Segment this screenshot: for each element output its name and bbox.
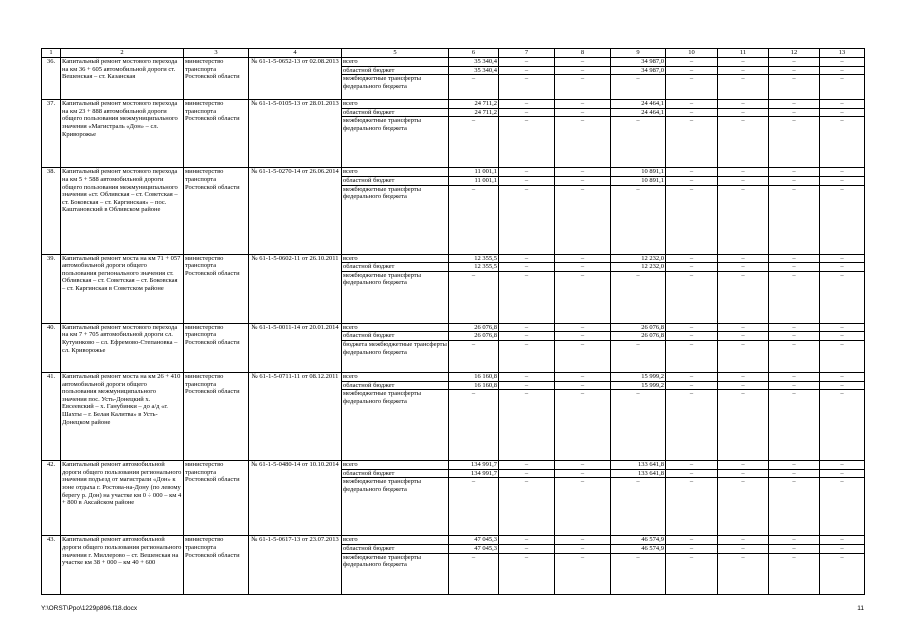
value-cell-8: –	[555, 553, 611, 594]
value-cell-12: –	[769, 58, 820, 67]
col-header-1: 1	[42, 49, 61, 58]
value-cell-9: 46 574,9	[611, 544, 666, 553]
value-cell-10: –	[666, 58, 718, 67]
value-cell-9: –	[611, 271, 666, 323]
value-cell-13: –	[820, 536, 865, 545]
value-cell-6: 47 045,3	[449, 536, 499, 545]
column-number-header-row	[42, 49, 865, 58]
expertise-doc: № 61-1-5-0617-13 от 23.07.2013	[249, 536, 342, 594]
value-cell-13: –	[820, 100, 865, 109]
value-cell-7: –	[499, 340, 555, 372]
value-cell-6: 35 340,4	[449, 58, 499, 67]
value-cell-10: –	[666, 271, 718, 323]
value-cell-9: –	[611, 553, 666, 594]
value-cell-8: –	[555, 478, 611, 536]
customer: министерство транспорта Ростовской области	[184, 100, 249, 168]
col-header-9: 9	[611, 49, 666, 58]
value-cell-11: –	[718, 271, 769, 323]
value-cell-9: 15 999,2	[611, 372, 666, 381]
value-cell-8: –	[555, 75, 611, 100]
value-cell-10: –	[666, 254, 718, 263]
value-cell-13: –	[820, 66, 865, 75]
funding-source: всего	[342, 536, 449, 545]
value-cell-9: 12 232,0	[611, 263, 666, 272]
value-cell-9: 15 999,2	[611, 381, 666, 390]
value-cell-12: –	[769, 544, 820, 553]
object-name: Капитальный ремонт моста на км 26 + 410 автомобильной дороги общего пользования межмуниципального значения пос. Усть-Донецкий х. Евсеевский – х. Ганубинки – до а/д «г. Шахты – г. Белая Калитва» в Усть-Донецком районе	[61, 372, 184, 460]
value-cell-9: 10 891,1	[611, 176, 666, 185]
col-header-8: 8	[555, 49, 611, 58]
value-cell-11: –	[718, 108, 769, 117]
funding-source: межбюджетные трансферты федерального бюджета	[342, 390, 449, 461]
value-cell-7: –	[499, 185, 555, 254]
value-cell-10: –	[666, 75, 718, 100]
value-cell-7: –	[499, 544, 555, 553]
customer: министерство транспорта Ростовской области	[184, 536, 249, 594]
col-header-10: 10	[666, 49, 718, 58]
value-cell-9: 12 232,0	[611, 254, 666, 263]
funding-source: межбюджетные трансферты федерального бюджета	[342, 271, 449, 323]
value-cell-12: –	[769, 478, 820, 536]
value-cell-9: –	[611, 117, 666, 168]
expertise-doc: № 61-1-5-0652-13 от 02.08.2013	[249, 58, 342, 100]
value-cell-11: –	[718, 75, 769, 100]
funding-source: межбюджетные трансферты федерального бюджета	[342, 478, 449, 536]
value-cell-10: –	[666, 168, 718, 177]
value-cell-6: 134 991,7	[449, 469, 499, 478]
funding-source: всего	[342, 461, 449, 470]
value-cell-11: –	[718, 185, 769, 254]
value-cell-8: –	[555, 390, 611, 461]
value-cell-11: –	[718, 553, 769, 594]
value-cell-7: –	[499, 372, 555, 381]
value-cell-6: 12 355,5	[449, 263, 499, 272]
value-cell-11: –	[718, 117, 769, 168]
value-cell-11: –	[718, 340, 769, 372]
value-cell-11: –	[718, 176, 769, 185]
col-header-13: 13	[820, 49, 865, 58]
value-cell-8: –	[555, 100, 611, 109]
value-cell-6: 26 076,8	[449, 332, 499, 341]
table-row	[42, 536, 865, 545]
value-cell-11: –	[718, 66, 769, 75]
value-cell-11: –	[718, 323, 769, 332]
object-name: Капитальный ремонт мостового перехода на км 36 + 605 автомобильной дороги ст. Вешенская – ст. Казанская	[61, 58, 184, 100]
expertise-doc: № 61-1-5-0270-14 от 26.06.2014	[249, 168, 342, 254]
funding-source: межбюджетные трансферты федерального бюджета	[342, 75, 449, 100]
value-cell-12: –	[769, 108, 820, 117]
funding-source: областной бюджет	[342, 544, 449, 553]
value-cell-10: –	[666, 461, 718, 470]
value-cell-6: 11 001,1	[449, 176, 499, 185]
object-name: Капитальный ремонт мостового перехода на км 7 + 705 автомобильной дороги сл. Кутуинково – сл. Ефремово-Степановка – сл. Криворожье	[61, 323, 184, 372]
value-cell-12: –	[769, 271, 820, 323]
table-row	[42, 58, 865, 67]
value-cell-11: –	[718, 100, 769, 109]
row-number: 36.	[42, 58, 61, 100]
customer: министерство транспорта Ростовской области	[184, 254, 249, 323]
col-header-5: 5	[342, 49, 449, 58]
value-cell-7: –	[499, 323, 555, 332]
customer: министерство транспорта Ростовской области	[184, 323, 249, 372]
value-cell-13: –	[820, 478, 865, 536]
value-cell-10: –	[666, 117, 718, 168]
value-cell-7: –	[499, 168, 555, 177]
funding-source: областной бюджет	[342, 66, 449, 75]
value-cell-13: –	[820, 372, 865, 381]
value-cell-9: 10 891,1	[611, 168, 666, 177]
value-cell-7: –	[499, 553, 555, 594]
value-cell-8: –	[555, 117, 611, 168]
funding-source: всего	[342, 58, 449, 67]
value-cell-6: –	[449, 340, 499, 372]
value-cell-11: –	[718, 168, 769, 177]
value-cell-12: –	[769, 185, 820, 254]
value-cell-9: 34 987,0	[611, 58, 666, 67]
value-cell-7: –	[499, 66, 555, 75]
value-cell-13: –	[820, 323, 865, 332]
customer: министерство транспорта Ростовской области	[184, 461, 249, 536]
expertise-doc: № 61-1-5-0602-11 от 26.10.2011	[249, 254, 342, 323]
value-cell-11: –	[718, 372, 769, 381]
value-cell-8: –	[555, 544, 611, 553]
value-cell-6: –	[449, 185, 499, 254]
value-cell-12: –	[769, 381, 820, 390]
funding-source: областной бюджет	[342, 176, 449, 185]
value-cell-13: –	[820, 390, 865, 461]
value-cell-8: –	[555, 469, 611, 478]
value-cell-12: –	[769, 536, 820, 545]
value-cell-7: –	[499, 117, 555, 168]
object-name: Капитальный ремонт автомобильной дороги общего пользования регионального значения г. Миллерово – ст. Вешенская на участке км 38 + 000 – км 40 + 600	[61, 536, 184, 594]
expertise-doc: № 61-1-5-0480-14 от 10.10.2014	[249, 461, 342, 536]
value-cell-9: 133 641,8	[611, 461, 666, 470]
value-cell-8: –	[555, 381, 611, 390]
value-cell-7: –	[499, 100, 555, 109]
value-cell-8: –	[555, 536, 611, 545]
value-cell-8: –	[555, 271, 611, 323]
value-cell-7: –	[499, 381, 555, 390]
funding-source: межбюджетные трансферты федерального бюджета	[342, 117, 449, 168]
value-cell-13: –	[820, 544, 865, 553]
value-cell-8: –	[555, 58, 611, 67]
expertise-doc: № 61-1-5-0105-13 от 28.01.2013	[249, 100, 342, 168]
value-cell-12: –	[769, 168, 820, 177]
object-name: Капитальный ремонт моста на км 71 + 057 автомобильной дороги общего пользования регионального значения ст. Обливская – ст. Советская – ст. Боковская – ст. Каргинская в Советском районе	[61, 254, 184, 323]
row-number: 39.	[42, 254, 61, 323]
value-cell-6: 16 160,8	[449, 381, 499, 390]
value-cell-11: –	[718, 381, 769, 390]
value-cell-13: –	[820, 553, 865, 594]
value-cell-13: –	[820, 168, 865, 177]
value-cell-12: –	[769, 176, 820, 185]
row-number: 40.	[42, 323, 61, 372]
value-cell-10: –	[666, 66, 718, 75]
value-cell-7: –	[499, 176, 555, 185]
value-cell-10: –	[666, 176, 718, 185]
funding-source: всего	[342, 323, 449, 332]
value-cell-8: –	[555, 168, 611, 177]
value-cell-11: –	[718, 461, 769, 470]
value-cell-7: –	[499, 254, 555, 263]
value-cell-9: 34 987,0	[611, 66, 666, 75]
funding-source: всего	[342, 100, 449, 109]
customer: министерство транспорта Ростовской области	[184, 372, 249, 460]
value-cell-10: –	[666, 100, 718, 109]
value-cell-8: –	[555, 332, 611, 341]
col-header-4: 4	[249, 49, 342, 58]
value-cell-11: –	[718, 254, 769, 263]
row-number: 41.	[42, 372, 61, 460]
value-cell-6: 16 160,8	[449, 372, 499, 381]
object-name: Капитальный ремонт мостового перехода на км 5 + 588 автомобильной дороги общего пользования межмуниципального значения «ст. Обливская – ст. Советская – ст. Боковская – ст. Каргинская» – пос. Каштановский в Обливском районе	[61, 168, 184, 254]
col-header-11: 11	[718, 49, 769, 58]
value-cell-6: 35 340,4	[449, 66, 499, 75]
value-cell-9: –	[611, 478, 666, 536]
value-cell-7: –	[499, 58, 555, 67]
value-cell-9: 24 464,1	[611, 100, 666, 109]
value-cell-13: –	[820, 271, 865, 323]
value-cell-9: 26 076,8	[611, 323, 666, 332]
value-cell-6: –	[449, 117, 499, 168]
value-cell-6: –	[449, 390, 499, 461]
value-cell-6: –	[449, 271, 499, 323]
value-cell-6: 24 711,2	[449, 100, 499, 109]
value-cell-12: –	[769, 75, 820, 100]
customer: министерство транспорта Ростовской области	[184, 58, 249, 100]
row-number: 37.	[42, 100, 61, 168]
value-cell-8: –	[555, 66, 611, 75]
value-cell-13: –	[820, 108, 865, 117]
value-cell-12: –	[769, 323, 820, 332]
value-cell-10: –	[666, 553, 718, 594]
value-cell-10: –	[666, 185, 718, 254]
object-name: Капитальный ремонт мостового перехода на км 23 + 888 автомобильной дороги общего пользования межмуниципального значения «Магистраль «Дон» – сл. Криворожье	[61, 100, 184, 168]
expertise-doc: № 61-1-5-0011-14 от 20.01.2014	[249, 323, 342, 372]
value-cell-10: –	[666, 544, 718, 553]
value-cell-11: –	[718, 390, 769, 461]
table-row	[42, 254, 865, 263]
col-header-3: 3	[184, 49, 249, 58]
value-cell-13: –	[820, 117, 865, 168]
value-cell-8: –	[555, 323, 611, 332]
value-cell-12: –	[769, 100, 820, 109]
value-cell-13: –	[820, 340, 865, 372]
value-cell-8: –	[555, 108, 611, 117]
expertise-doc: № 61-1-5-0711-11 от 08.12.2011	[249, 372, 342, 460]
value-cell-13: –	[820, 461, 865, 470]
funding-source: областной бюджет	[342, 332, 449, 341]
value-cell-13: –	[820, 176, 865, 185]
funding-source: областной бюджет	[342, 381, 449, 390]
value-cell-12: –	[769, 263, 820, 272]
funding-source: межбюджетные трансферты федерального бюджета	[342, 185, 449, 254]
value-cell-12: –	[769, 469, 820, 478]
value-cell-9: –	[611, 390, 666, 461]
value-cell-13: –	[820, 263, 865, 272]
value-cell-9: 46 574,9	[611, 536, 666, 545]
row-number: 42.	[42, 461, 61, 536]
value-cell-7: –	[499, 263, 555, 272]
value-cell-8: –	[555, 176, 611, 185]
value-cell-7: –	[499, 332, 555, 341]
value-cell-10: –	[666, 108, 718, 117]
value-cell-9: –	[611, 75, 666, 100]
value-cell-8: –	[555, 461, 611, 470]
value-cell-10: –	[666, 372, 718, 381]
value-cell-12: –	[769, 254, 820, 263]
value-cell-9: –	[611, 340, 666, 372]
value-cell-13: –	[820, 332, 865, 341]
table-row	[42, 372, 865, 381]
row-number: 38.	[42, 168, 61, 254]
value-cell-8: –	[555, 254, 611, 263]
value-cell-12: –	[769, 461, 820, 470]
row-number: 43.	[42, 536, 61, 594]
value-cell-11: –	[718, 478, 769, 536]
value-cell-11: –	[718, 263, 769, 272]
value-cell-8: –	[555, 372, 611, 381]
value-cell-6: –	[449, 75, 499, 100]
page-number: 11	[857, 605, 864, 612]
value-cell-10: –	[666, 263, 718, 272]
funding-source: всего	[342, 254, 449, 263]
funding-source: областной бюджет	[342, 108, 449, 117]
funding-source: областной бюджет	[342, 469, 449, 478]
table-row	[42, 461, 865, 470]
value-cell-12: –	[769, 340, 820, 372]
value-cell-6: –	[449, 553, 499, 594]
funding-source: всего	[342, 168, 449, 177]
value-cell-6: –	[449, 478, 499, 536]
value-cell-10: –	[666, 332, 718, 341]
funding-source: всего	[342, 372, 449, 381]
table-row	[42, 323, 865, 332]
value-cell-12: –	[769, 66, 820, 75]
program-table	[41, 48, 865, 595]
value-cell-7: –	[499, 461, 555, 470]
value-cell-10: –	[666, 536, 718, 545]
value-cell-12: –	[769, 390, 820, 461]
table-row	[42, 168, 865, 177]
value-cell-7: –	[499, 536, 555, 545]
value-cell-10: –	[666, 340, 718, 372]
funding-source: областной бюджет	[342, 263, 449, 272]
value-cell-13: –	[820, 75, 865, 100]
value-cell-6: 11 001,1	[449, 168, 499, 177]
funding-source: бюджета межбюджетные трансферты федерального бюджета	[342, 340, 449, 372]
value-cell-9: 26 076,8	[611, 332, 666, 341]
customer: министерство транспорта Ростовской области	[184, 168, 249, 254]
value-cell-12: –	[769, 372, 820, 381]
value-cell-7: –	[499, 469, 555, 478]
value-cell-10: –	[666, 323, 718, 332]
value-cell-8: –	[555, 185, 611, 254]
value-cell-6: 134 991,7	[449, 461, 499, 470]
value-cell-12: –	[769, 117, 820, 168]
value-cell-9: 133 641,8	[611, 469, 666, 478]
col-header-6: 6	[449, 49, 499, 58]
value-cell-13: –	[820, 469, 865, 478]
value-cell-7: –	[499, 108, 555, 117]
value-cell-11: –	[718, 536, 769, 545]
value-cell-7: –	[499, 271, 555, 323]
value-cell-11: –	[718, 58, 769, 67]
value-cell-6: 47 045,3	[449, 544, 499, 553]
value-cell-13: –	[820, 185, 865, 254]
value-cell-6: 26 076,8	[449, 323, 499, 332]
funding-source: межбюджетные трансферты федерального бюджета	[342, 553, 449, 594]
value-cell-7: –	[499, 390, 555, 461]
value-cell-13: –	[820, 58, 865, 67]
col-header-12: 12	[769, 49, 820, 58]
value-cell-8: –	[555, 263, 611, 272]
value-cell-10: –	[666, 469, 718, 478]
value-cell-8: –	[555, 340, 611, 372]
table-row	[42, 100, 865, 109]
document-path: Y:\ORST\Ppo\1229p896.f18.docx	[41, 605, 138, 612]
value-cell-9: –	[611, 185, 666, 254]
col-header-2: 2	[61, 49, 184, 58]
value-cell-6: 24 711,2	[449, 108, 499, 117]
value-cell-11: –	[718, 544, 769, 553]
value-cell-11: –	[718, 332, 769, 341]
value-cell-10: –	[666, 390, 718, 461]
value-cell-12: –	[769, 553, 820, 594]
col-header-7: 7	[499, 49, 555, 58]
value-cell-6: 12 355,5	[449, 254, 499, 263]
value-cell-13: –	[820, 254, 865, 263]
value-cell-11: –	[718, 469, 769, 478]
value-cell-12: –	[769, 332, 820, 341]
object-name: Капитальный ремонт автомобильной дороги общего пользования регионального значения подъезд от магистрали «Дон» к зоне отдыха г. Ростова-на-Дону (по левому берегу р. Дон) на участке км 0 ÷ 000 – км 4 + 800 в Аксайском районе	[61, 461, 184, 536]
value-cell-13: –	[820, 381, 865, 390]
value-cell-9: 24 464,1	[611, 108, 666, 117]
value-cell-10: –	[666, 381, 718, 390]
value-cell-7: –	[499, 75, 555, 100]
value-cell-7: –	[499, 478, 555, 536]
value-cell-10: –	[666, 478, 718, 536]
